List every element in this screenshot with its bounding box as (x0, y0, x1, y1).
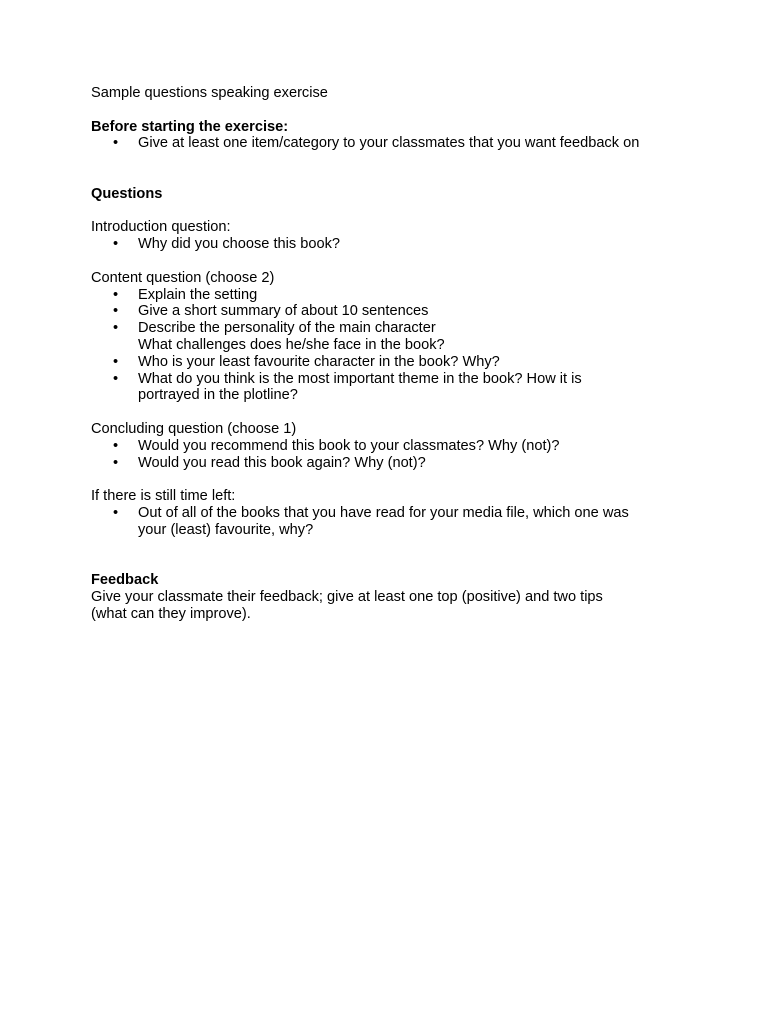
bullet-icon: • (113, 303, 119, 320)
concluding-label: Concluding question (choose 1) (91, 420, 297, 437)
list-item-text: What do you think is the most important theme in the book? How it is (138, 370, 582, 387)
list-item-text: Would you recommend this book to your classmates? Why (not)? (138, 437, 560, 454)
bullet-icon: • (113, 454, 119, 471)
extra-list (91, 505, 691, 539)
bullet-icon: • (113, 504, 119, 521)
bullet-icon: • (113, 286, 119, 303)
bullet-icon: • (113, 236, 119, 253)
list-item (91, 135, 691, 152)
bullet-icon: • (113, 135, 119, 152)
list-item-text: Why did you choose this book? (138, 236, 340, 253)
feedback-heading: Feedback (91, 572, 159, 589)
concluding-list (91, 438, 691, 472)
list-item-text: Describe the personality of the main character (138, 320, 436, 337)
extra-label: If there is still time left: (91, 488, 236, 505)
list-item-text: your (least) favourite, why? (138, 521, 314, 538)
bullet-icon: • (113, 320, 119, 337)
introduction-list (91, 236, 691, 253)
content-list (91, 287, 691, 405)
list-item (91, 303, 691, 320)
list-item-text: Give at least one item/category to your classmates that you want feedback on (138, 135, 640, 152)
document-page (91, 85, 691, 623)
feedback-line: Give your classmate their feedback; give at least one top (positive) and two tips (91, 588, 603, 605)
document-title: Sample questions speaking exercise (91, 85, 328, 101)
list-item (91, 505, 691, 539)
list-item (91, 320, 691, 354)
list-item-text: Would you read this book again? Why (not)? (138, 454, 426, 471)
list-item (91, 455, 691, 472)
list-item (91, 438, 691, 455)
list-item-text: What challenges does he/she face in the book? (138, 336, 445, 353)
list-item-text: Explain the setting (138, 286, 258, 303)
bullet-icon: • (113, 437, 119, 454)
questions-heading: Questions (91, 185, 163, 202)
list-item (91, 371, 691, 405)
list-item-text: portrayed in the plotline? (138, 387, 298, 404)
list-item-text: Give a short summary of about 10 sentences (138, 303, 429, 320)
introduction-label: Introduction question: (91, 219, 231, 236)
bullet-icon: • (113, 353, 119, 370)
list-item-text: Out of all of the books that you have read for your media file, which one was (138, 504, 629, 521)
list-item-text: Who is your least favourite character in the book? Why? (138, 353, 500, 370)
feedback-line: (what can they improve). (91, 605, 251, 622)
content-label: Content question (choose 2) (91, 269, 275, 286)
bullet-icon: • (113, 370, 119, 387)
list-item (91, 287, 691, 304)
before-heading: Before starting the exercise: (91, 118, 289, 135)
list-item (91, 236, 691, 253)
list-item (91, 354, 691, 371)
before-list (91, 135, 691, 152)
